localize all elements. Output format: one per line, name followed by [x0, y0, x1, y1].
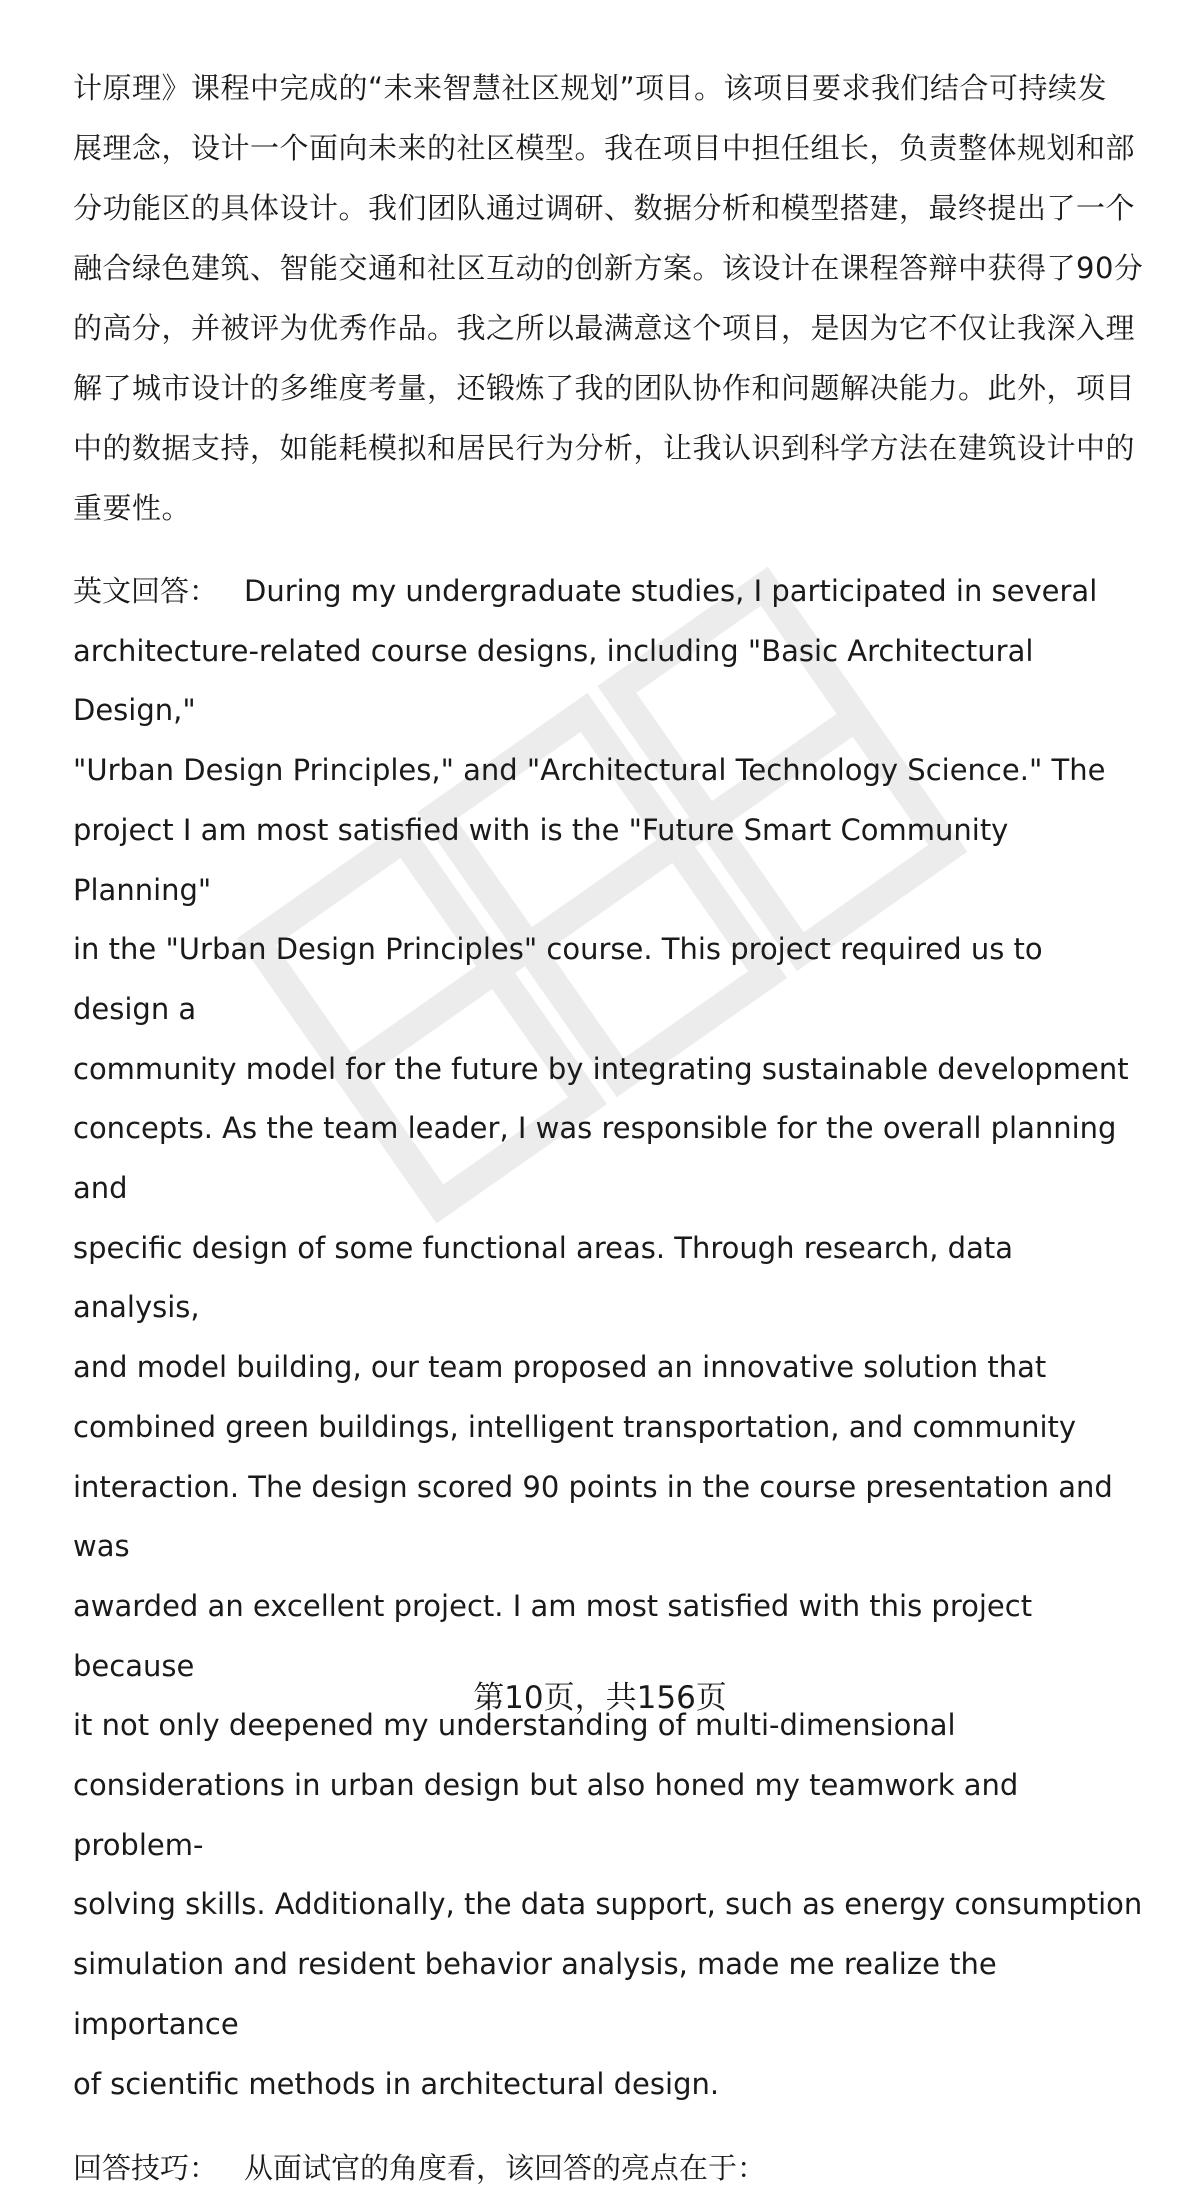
- english-answer-paragraph: [73, 562, 1148, 2114]
- english-answer-label: 英文回答：: [73, 574, 219, 608]
- chinese-answer-paragraph: 计原理》课程中完成的“未来智慧社区规划”项目。该项目要求我们结合可持续发 展理念，设计一个面向未来的社区模型。我在项目中担任组长，负责整体规划和部 分功能区的具体设计。我们团队通过调研、数据分析和模型搭建，最终提出了一个 融合绿色建筑、智能交通和社区互动的创新方案。该设计在课程答辩中获得了90分 的高分，并被评为优秀作品。我之所以最满意这个项目，是因为它不仅让我深入理 解了城市设计的多维度考量，还锻炼了我的团队协作和问题解决能力。此外，项目 中的数据支持，如能耗模拟和居民行为分析，让我认识到科学方法在建筑设计中的 重要性。: [73, 71, 1144, 525]
- english-answer-text: During my undergraduate studies, I participated in several architecture-related course designs, including "Basic Architectural Design," "Urban Design Principles," and "Architectural Technology Science." The project I am most satisfied with is the "Future Smart Community Planning" in the "Urban Design Principles" course. This project required us to design a community model for the future by integrating sustainable development concepts. As the team leader, I was responsible for the overall planning and specific design of some functional areas. Through research, data analysis, and model building, our team proposed an innovative solution that combined green buildings, intelligent transportation, and community interaction. The design scored 90 points in the course presentation and was awarded an excellent project. I am most satisfied with this project because it not only deepened my understanding of multi-dimensional considerations in urban design but also honed my teamwork and problem- solving skills. Additionally, the data support, such as energy consumption simulation and resident behavior analysis, made me realize the importance of scientific methods in architectural design.: [73, 574, 1143, 2101]
- answer-tips-label: 回答技巧：: [73, 2151, 219, 2186]
- answer-tips-text: 从面试官的角度看，该回答的亮点在于：: [244, 2151, 767, 2186]
- page-content: [73, 58, 1148, 2198]
- page-number-footer: 第10页，共156页: [473, 1680, 727, 1716]
- answer-tips-paragraph: [73, 2138, 1148, 2198]
